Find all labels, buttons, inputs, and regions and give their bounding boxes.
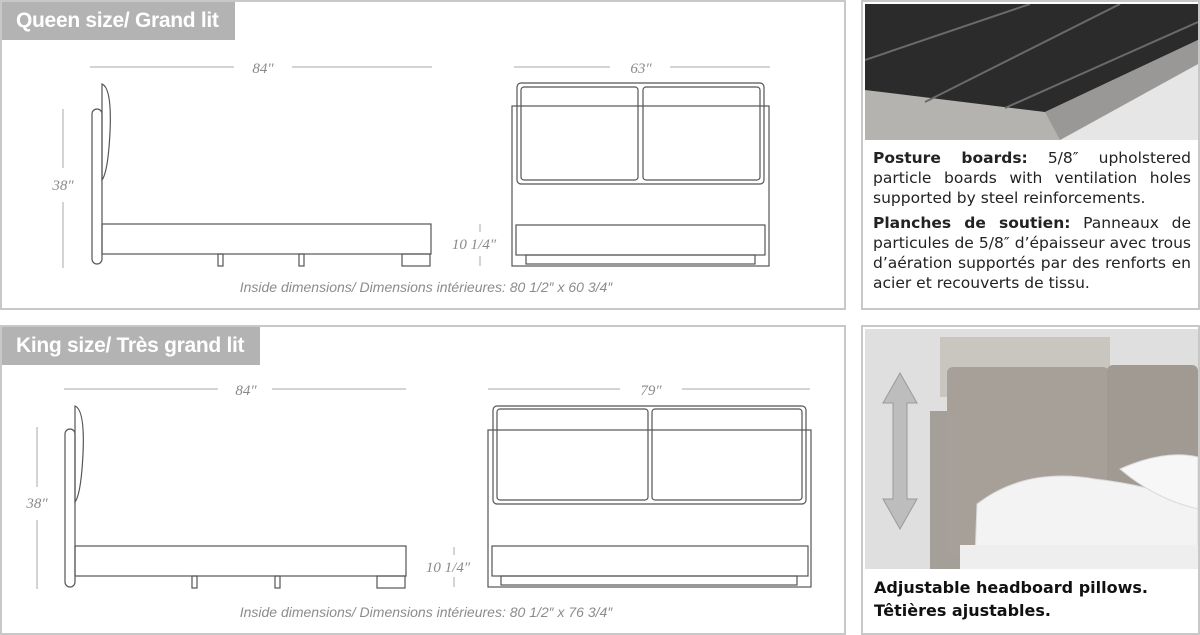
king-width-label: 79″ xyxy=(640,383,662,399)
posture-boards-en-text: 5/8″ upholstered particle boards with ventilation holes supported by steel reinforcements. xyxy=(873,149,1191,207)
queen-front-headboard-outer xyxy=(517,83,764,184)
queen-size-drawing xyxy=(2,2,844,308)
posture-boards-panel xyxy=(861,0,1200,310)
king-side-leg xyxy=(377,576,405,588)
queen-size-panel xyxy=(0,0,846,310)
headboard-fr: Têtières ajustables. xyxy=(874,601,1051,620)
king-length-label: 84″ xyxy=(235,383,257,399)
queen-front-rail xyxy=(526,255,755,264)
queen-front-headboard-frame xyxy=(512,106,769,266)
queen-side-frame xyxy=(102,224,431,254)
king-side-frame xyxy=(75,546,406,576)
posture-boards-fr xyxy=(873,213,1191,293)
queen-front-pillow-right xyxy=(643,87,760,180)
queen-length-label: 84″ xyxy=(252,61,274,77)
king-front-pillow-right xyxy=(652,409,802,500)
queen-side-headboard-post xyxy=(92,109,102,264)
queen-front-pillow-left xyxy=(521,87,638,180)
king-side-headboard-post xyxy=(65,429,75,587)
queen-size-title: Queen size/ Grand lit xyxy=(2,2,235,40)
posture-boards-fr-text: Panneaux de particules de 5/8″ d’épaisseur avec trous d’aération supportés par des renforts en acier et recouverts de tissu. xyxy=(873,214,1191,292)
headboard-panel xyxy=(861,325,1200,635)
king-height-label: 38″ xyxy=(26,496,48,512)
posture-boards-description xyxy=(873,148,1191,293)
queen-width-label: 63″ xyxy=(630,61,652,77)
headboard-en: Adjustable headboard pillows. xyxy=(874,578,1148,597)
king-front-rail xyxy=(501,576,797,585)
king-side-headboard-pillow xyxy=(75,406,83,502)
king-front-headboard-frame xyxy=(488,430,811,587)
headboard-photo xyxy=(865,329,1198,569)
king-front-pillow-left xyxy=(497,409,648,500)
queen-side-leg xyxy=(402,254,430,266)
queen-inside-dimensions: Inside dimensions/ Dimensions intérieures: 80 1/2″ x 60 3/4″ xyxy=(239,279,613,295)
king-size-title: King size/ Très grand lit xyxy=(2,327,260,365)
king-size-drawing xyxy=(2,327,844,633)
queen-base-height-label: 10 1/4″ xyxy=(451,237,497,253)
king-side-leg xyxy=(192,576,197,588)
king-inside-dimensions: Inside dimensions/ Dimensions intérieures: 80 1/2″ x 76 3/4″ xyxy=(239,604,613,620)
king-size-panel xyxy=(0,325,846,635)
posture-boards-en-title: Posture boards: xyxy=(873,149,1028,167)
king-side-leg xyxy=(275,576,280,588)
posture-boards-photo xyxy=(865,4,1198,140)
king-front-base xyxy=(492,546,808,576)
queen-front-base xyxy=(516,225,765,255)
queen-side-leg xyxy=(218,254,223,266)
king-front-headboard-outer xyxy=(493,406,806,504)
posture-boards-fr-title: Planches de soutien: xyxy=(873,214,1071,232)
headboard-description xyxy=(874,576,1192,622)
queen-side-headboard-pillow xyxy=(102,84,110,180)
king-base-height-label: 10 1/4″ xyxy=(425,560,471,576)
queen-side-leg xyxy=(299,254,304,266)
queen-height-label: 38″ xyxy=(52,178,74,194)
posture-boards-en xyxy=(873,148,1191,208)
